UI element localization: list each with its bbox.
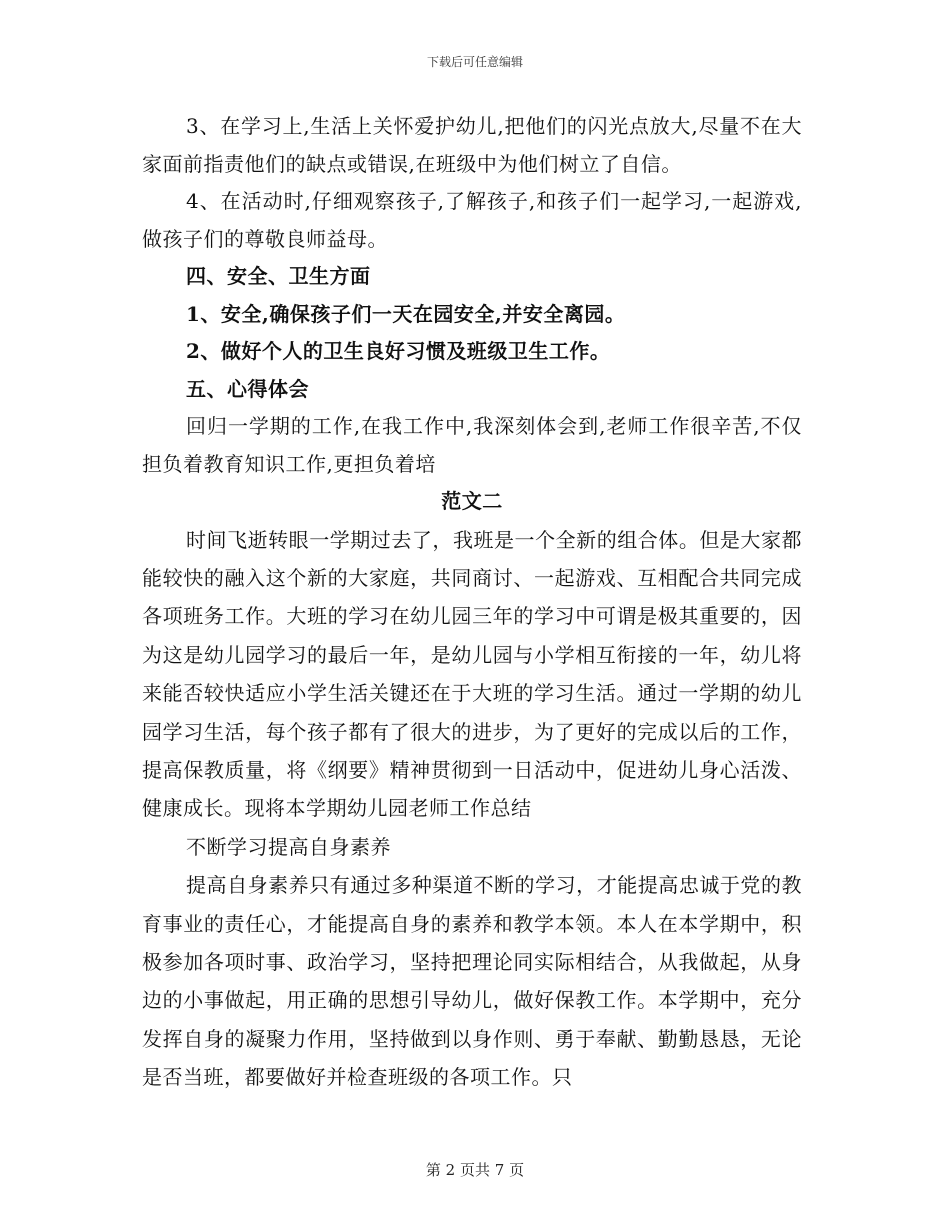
page-footer: 第 2 页共 7 页 — [425, 1161, 525, 1179]
paragraph-item-4: 4、在活动时,仔细观察孩子,了解孩子,和孩子们一起学习,一起游戏,做孩子们的尊敬良师益母。 — [142, 189, 802, 251]
section-title-sample-two: 范文二 — [441, 489, 503, 513]
paragraph-item-3: 3、在学习上,生活上关怀爱护幼儿,把他们的闪光点放大,尽量不在大家面前指责他们的缺点或错误,在班级中为他们树立了自信。 — [142, 114, 802, 176]
paragraph-experience: 回归一学期的工作,在我工作中,我深刻体会到,老师工作很辛苦,不仅担负着教育知识工作,更担负着培 — [142, 414, 802, 476]
paragraph-intro: 时间飞逝转眼一学期过去了，我班是一个全新的组合体。但是大家都能较快的融入这个新的大家庭，共同商讨、一起游戏、互相配合共同完成各项班务工作。大班的学习在幼儿园三年的学习中可谓是极其重要的，因为这是幼儿园学习的最后一年，是幼儿园与小学相互衔接的一年，幼儿将来能否较快适应小学生活关键还在于大班的学习生活。通过一学期的幼儿园学习生活，每个孩子都有了很大的进步，为了更好的完成以后的工作，提高保教质量，将《纲要》精神贯彻到一日活动中，促进幼儿身心活泼、健康成长。现将本学期幼儿园老师工作总结 — [142, 527, 802, 821]
paragraph-safety: 1、安全,确保孩子们一天在园安全,并安全离园。 — [186, 301, 626, 326]
document-body — [142, 108, 802, 1097]
section-heading-safety-hygiene: 四、安全、卫生方面 — [186, 264, 371, 288]
subheading-continuous-learning: 不断学习提高自身素养 — [186, 834, 391, 859]
page-header: 下载后可任意编辑 — [426, 55, 523, 69]
paragraph-hygiene: 2、做好个人的卫生良好习惯及班级卫生工作。 — [186, 339, 611, 363]
paragraph-self-improvement: 提高自身素养只有通过多种渠道不断的学习，才能提高忠诚于党的教育事业的责任心，才能提高自身的素养和教学本领。本人在本学期中，积极参加各项时事、政治学习，坚持把理论同实际相结合，从我做起，从身边的小事做起，用正确的思想引导幼儿，做好保教工作。本学期中，充分发挥自身的凝聚力作用，坚持做到以身作则、勇于奉献、勤勤恳恳，无论是否当班，都要做好并检查班级的各项工作。只 — [142, 873, 802, 1090]
section-heading-experience: 五、心得体会 — [186, 376, 309, 401]
